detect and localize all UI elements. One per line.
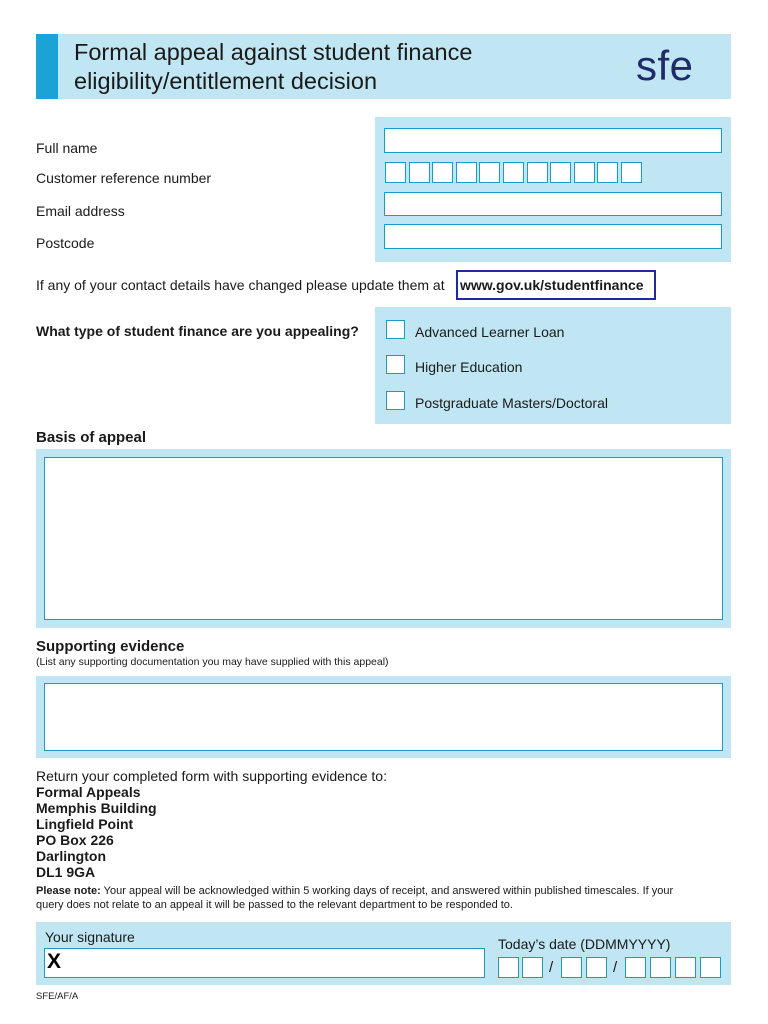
header-accent-bar [36, 34, 58, 99]
crn-box[interactable] [432, 162, 453, 183]
date-box-month[interactable] [586, 957, 607, 978]
return-address [36, 784, 157, 880]
crn-box[interactable] [574, 162, 595, 183]
signature-x-mark: X [47, 950, 62, 973]
date-label: Today’s date (DDMMYYYY) [498, 936, 671, 952]
date-box-day[interactable] [522, 957, 543, 978]
date-box-year[interactable] [650, 957, 671, 978]
address-line: Memphis Building [36, 800, 157, 816]
address-line: PO Box 226 [36, 832, 114, 848]
supporting-evidence-textarea[interactable] [44, 683, 723, 751]
crn-box[interactable] [527, 162, 548, 183]
date-box-year[interactable] [675, 957, 696, 978]
finance-type-question: What type of student finance are you appealing? [36, 323, 359, 339]
date-separator: / [549, 959, 554, 976]
sfe-logo: sfe [636, 42, 694, 89]
please-note-label: Please note: [36, 885, 101, 897]
date-box-year[interactable] [700, 957, 721, 978]
address-line: DL1 9GA [36, 864, 96, 880]
please-note [36, 884, 736, 912]
postcode-field[interactable] [384, 224, 722, 249]
basis-heading: Basis of appeal [36, 429, 147, 446]
postgraduate-checkbox[interactable] [386, 391, 405, 410]
date-box-day[interactable] [498, 957, 519, 978]
page-title [74, 38, 594, 96]
return-intro: Return your completed form with supporting evidence to: [36, 768, 387, 784]
crn-box[interactable] [456, 162, 477, 183]
evidence-heading: Supporting evidence [36, 638, 185, 655]
crn-boxes [385, 162, 647, 184]
date-boxes [498, 957, 724, 979]
address-line: Darlington [36, 848, 106, 864]
studentfinance-link[interactable]: www.gov.uk/studentfinance [456, 270, 656, 300]
page-title-line-1: Formal appeal against student finance [74, 39, 473, 65]
page-title-line-2: eligibility/entitlement decision [74, 68, 378, 94]
higher-education-label: Higher Education [415, 359, 523, 375]
crn-box[interactable] [479, 162, 500, 183]
evidence-note: (List any supporting documentation you may have supplied with this appeal) [36, 656, 389, 668]
email-label: Email address [36, 203, 125, 219]
please-note-text-2: query does not relate to an appeal it will be passed to the relevant department to be responded to. [36, 899, 513, 911]
date-box-month[interactable] [561, 957, 582, 978]
advanced-learner-loan-checkbox[interactable] [386, 320, 405, 339]
form-code: SFE/AF/A [36, 991, 79, 1002]
signature-label: Your signature [45, 929, 135, 945]
crn-box[interactable] [503, 162, 524, 183]
crn-box[interactable] [621, 162, 642, 183]
address-line: Formal Appeals [36, 784, 141, 800]
postgraduate-label: Postgraduate Masters/Doctoral [415, 395, 608, 411]
signature-field[interactable] [44, 948, 485, 978]
contact-changed-text: If any of your contact details have changed please update them at [36, 277, 445, 293]
full-name-label: Full name [36, 140, 98, 156]
postcode-label: Postcode [36, 235, 95, 251]
email-field[interactable] [384, 192, 722, 216]
date-box-year[interactable] [625, 957, 646, 978]
crn-box[interactable] [385, 162, 406, 183]
advanced-learner-loan-label: Advanced Learner Loan [415, 324, 565, 340]
date-separator: / [613, 959, 618, 976]
basis-of-appeal-textarea[interactable] [44, 457, 723, 620]
address-line: Lingfield Point [36, 816, 134, 832]
please-note-text-1: Your appeal will be acknowledged within 5 working days of receipt, and answered within published timescales. If your [103, 885, 674, 897]
crn-label: Customer reference number [36, 170, 212, 186]
crn-box[interactable] [409, 162, 430, 183]
full-name-field[interactable] [384, 128, 722, 153]
higher-education-checkbox[interactable] [386, 355, 405, 374]
crn-box[interactable] [597, 162, 618, 183]
crn-box[interactable] [550, 162, 571, 183]
